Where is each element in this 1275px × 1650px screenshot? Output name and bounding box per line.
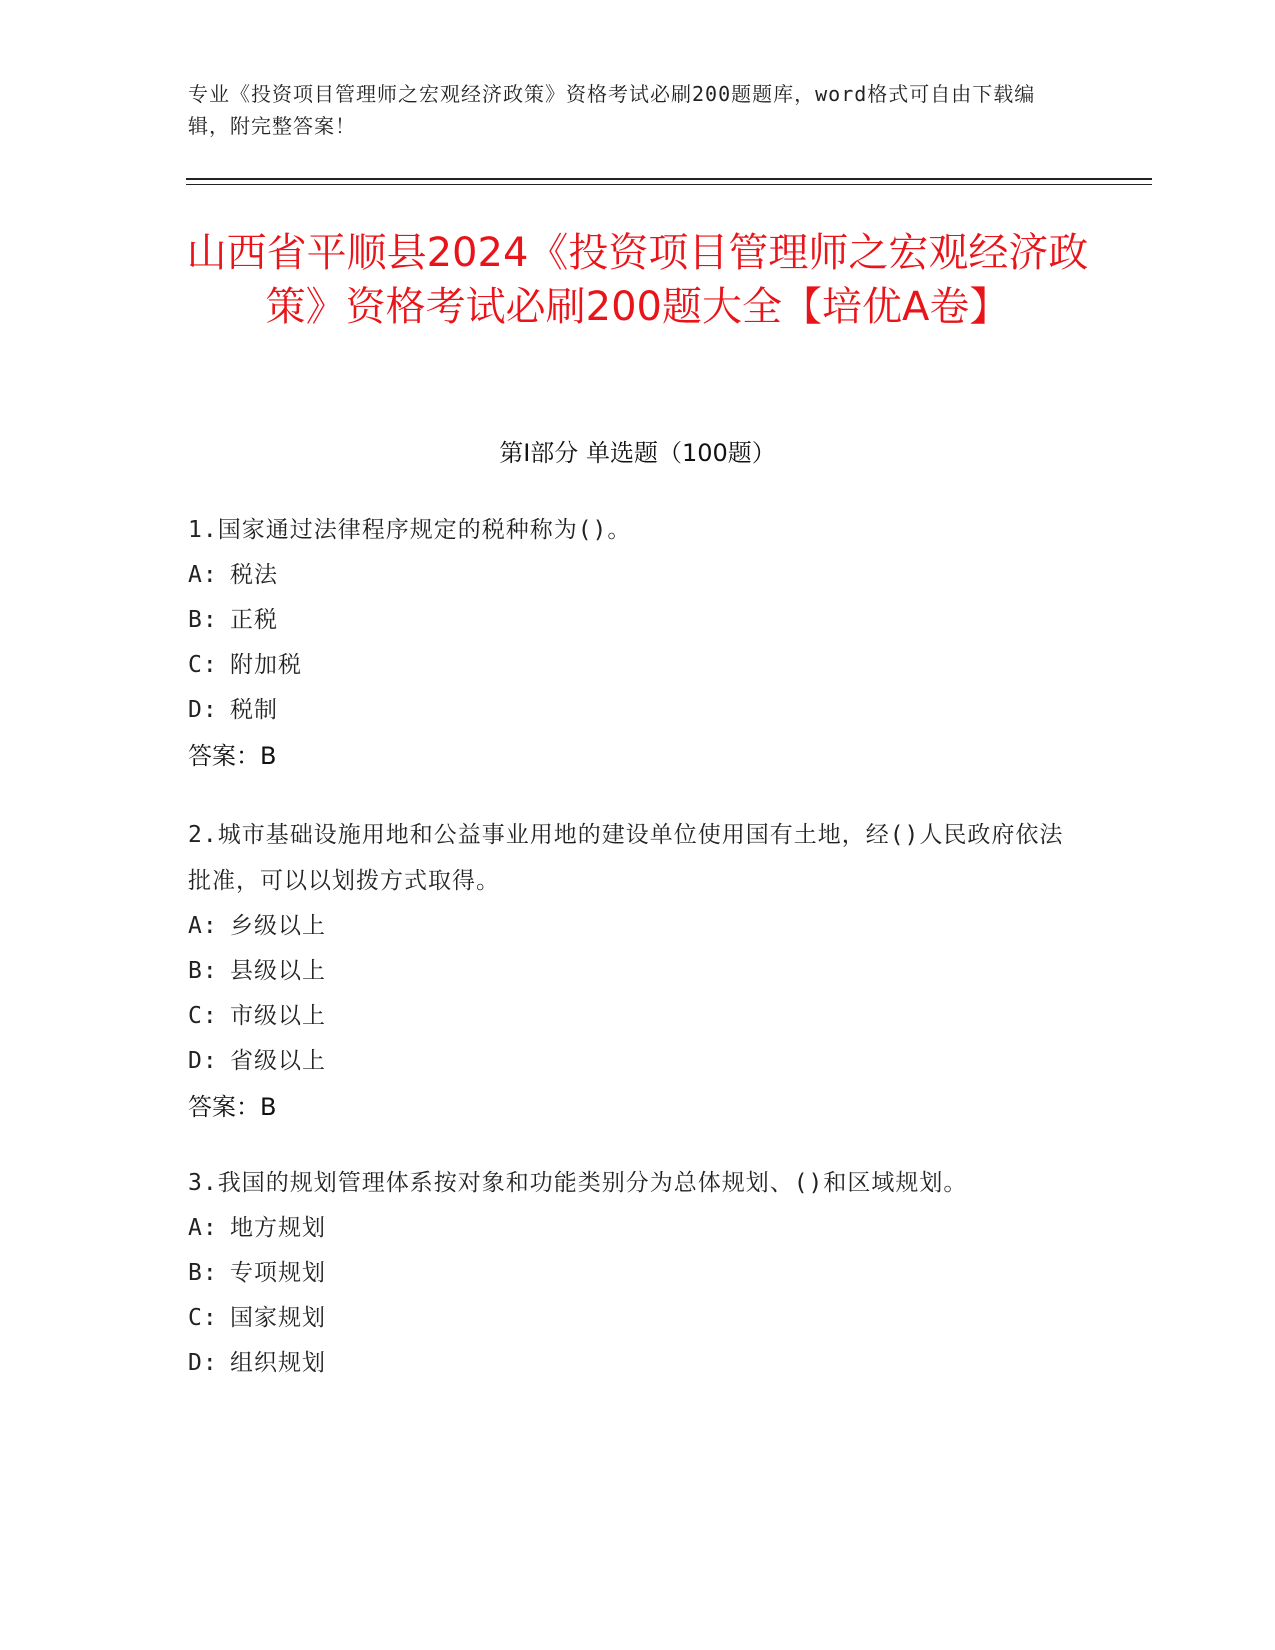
- option-text: 地方规划: [230, 1215, 326, 1241]
- option-text: 乡级以上: [230, 913, 326, 939]
- option-key: D:: [188, 1048, 218, 1074]
- option-key: C:: [188, 1305, 218, 1331]
- option-text: 国家规划: [230, 1305, 326, 1331]
- option-c: [188, 643, 1068, 688]
- option-key: B:: [188, 958, 218, 984]
- option-d: [188, 1341, 1068, 1386]
- option-text: 正税: [230, 607, 278, 633]
- header-divider-thin: [186, 184, 1152, 185]
- option-d: [188, 688, 1068, 733]
- option-key: A:: [188, 913, 218, 939]
- option-key: B:: [188, 1260, 218, 1286]
- option-key: A:: [188, 1215, 218, 1241]
- question-2: [188, 812, 1068, 1130]
- question-3: [188, 1160, 1068, 1386]
- option-text: 税制: [230, 697, 278, 723]
- option-text: 专项规划: [230, 1260, 326, 1286]
- question-stem: 3.我国的规划管理体系按对象和功能类别分为总体规划、()和区域规划。: [188, 1170, 968, 1196]
- document-title: 山西省平顺县2024《投资项目管理师之宏观经济政策》资格考试必刷200题大全【培优A卷】: [186, 230, 1089, 330]
- option-a: [188, 904, 1068, 949]
- section-title: 第Ⅰ部分 单选题（100题）: [499, 439, 776, 467]
- option-key: C:: [188, 1003, 218, 1029]
- option-c: [188, 994, 1068, 1039]
- option-key: D:: [188, 697, 218, 723]
- question-stem: 1.国家通过法律程序规定的税种称为()。: [188, 517, 632, 543]
- option-key: A:: [188, 562, 218, 588]
- option-text: 税法: [230, 562, 278, 588]
- header-divider-thick: [186, 178, 1152, 180]
- answer: 答案：B: [188, 742, 277, 770]
- option-b: [188, 598, 1068, 643]
- answer: 答案：B: [188, 1093, 277, 1121]
- option-d: [188, 1039, 1068, 1084]
- header-note: 专业《投资项目管理师之宏观经济政策》资格考试必刷200题题库，word格式可自由下载编辑，附完整答案！: [188, 82, 1036, 138]
- option-text: 组织规划: [230, 1350, 326, 1376]
- option-key: B:: [188, 607, 218, 633]
- question-1: [188, 507, 1068, 779]
- option-text: 附加税: [230, 652, 302, 678]
- option-text: 县级以上: [230, 958, 326, 984]
- question-stem: 2.城市基础设施用地和公益事业用地的建设单位使用国有土地，经()人民政府依法批准，可以以划拨方式取得。: [188, 822, 1064, 894]
- option-text: 市级以上: [230, 1003, 326, 1029]
- option-c: [188, 1296, 1068, 1341]
- option-a: [188, 1206, 1068, 1251]
- option-key: D:: [188, 1350, 218, 1376]
- option-b: [188, 949, 1068, 994]
- option-a: [188, 553, 1068, 598]
- option-text: 省级以上: [230, 1048, 326, 1074]
- option-key: C:: [188, 652, 218, 678]
- option-b: [188, 1251, 1068, 1296]
